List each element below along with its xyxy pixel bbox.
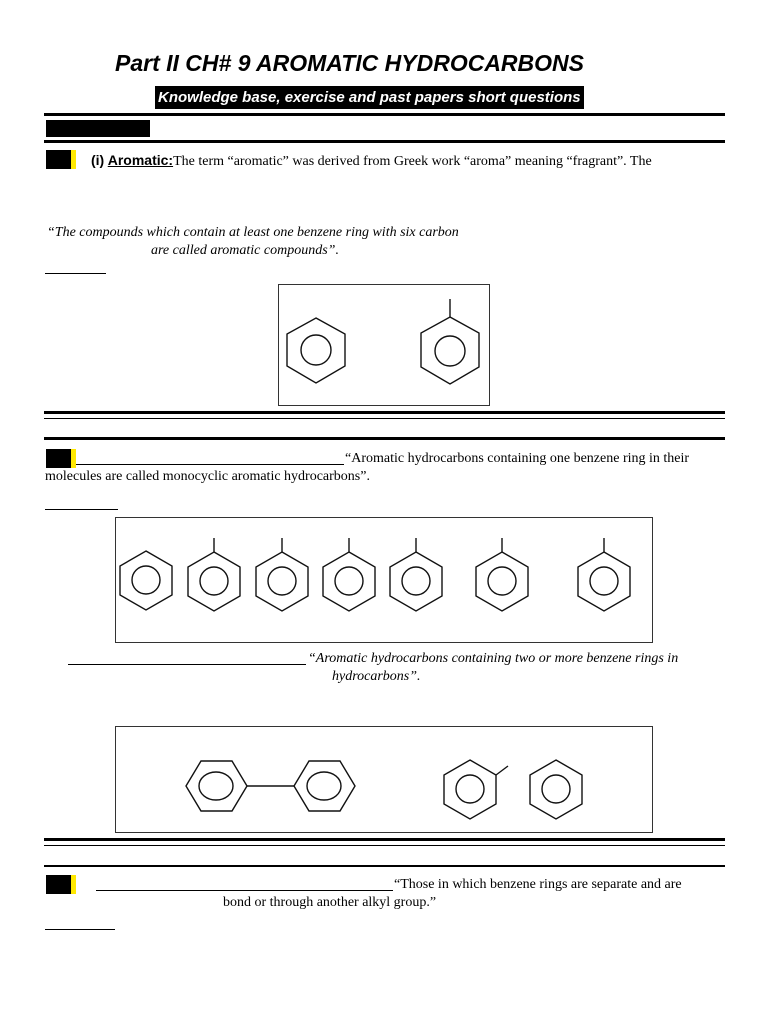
term-aromatic: Aromatic: (107, 152, 174, 168)
aromatic-quote-line2: are called aromatic compounds”. (151, 243, 339, 258)
polycyclic-definition-line1: “Aromatic hydrocarbons containing two or more benzene rings in (308, 651, 679, 666)
highlight-mark (71, 875, 76, 894)
monocyclic-definition-line1: “Aromatic hydrocarbons containing one benzene ring in their (345, 451, 690, 466)
divider (44, 845, 725, 846)
aromatic-quote-line1: “The compounds which contain at least one benzene ring with six carbon (47, 225, 459, 240)
divider (44, 838, 725, 841)
item-number: (i) (91, 152, 105, 168)
aromatic-text: The term “aromatic” was derived from Greek work “aroma” meaning “fragrant”. The (173, 154, 652, 169)
polycyclic-definition-line2: hydrocarbons”. (332, 669, 421, 684)
blank-underline (96, 890, 393, 891)
separate-rings-definition-line2: bond or through another alkyl group.” (223, 895, 437, 910)
page-subtitle: Knowledge base, exercise and past papers short questions (155, 86, 584, 109)
example-underline (45, 929, 115, 930)
separate-rings-definition-line1: “Those in which benzene rings are separate and are (394, 877, 682, 892)
divider (44, 865, 725, 867)
monocyclic-definition-line2: molecules are called monocyclic aromatic hydrocarbons”. (45, 469, 370, 484)
page-title: Part II CH# 9 AROMATIC HYDROCARBONS (115, 50, 584, 76)
bullet-block (46, 875, 71, 894)
